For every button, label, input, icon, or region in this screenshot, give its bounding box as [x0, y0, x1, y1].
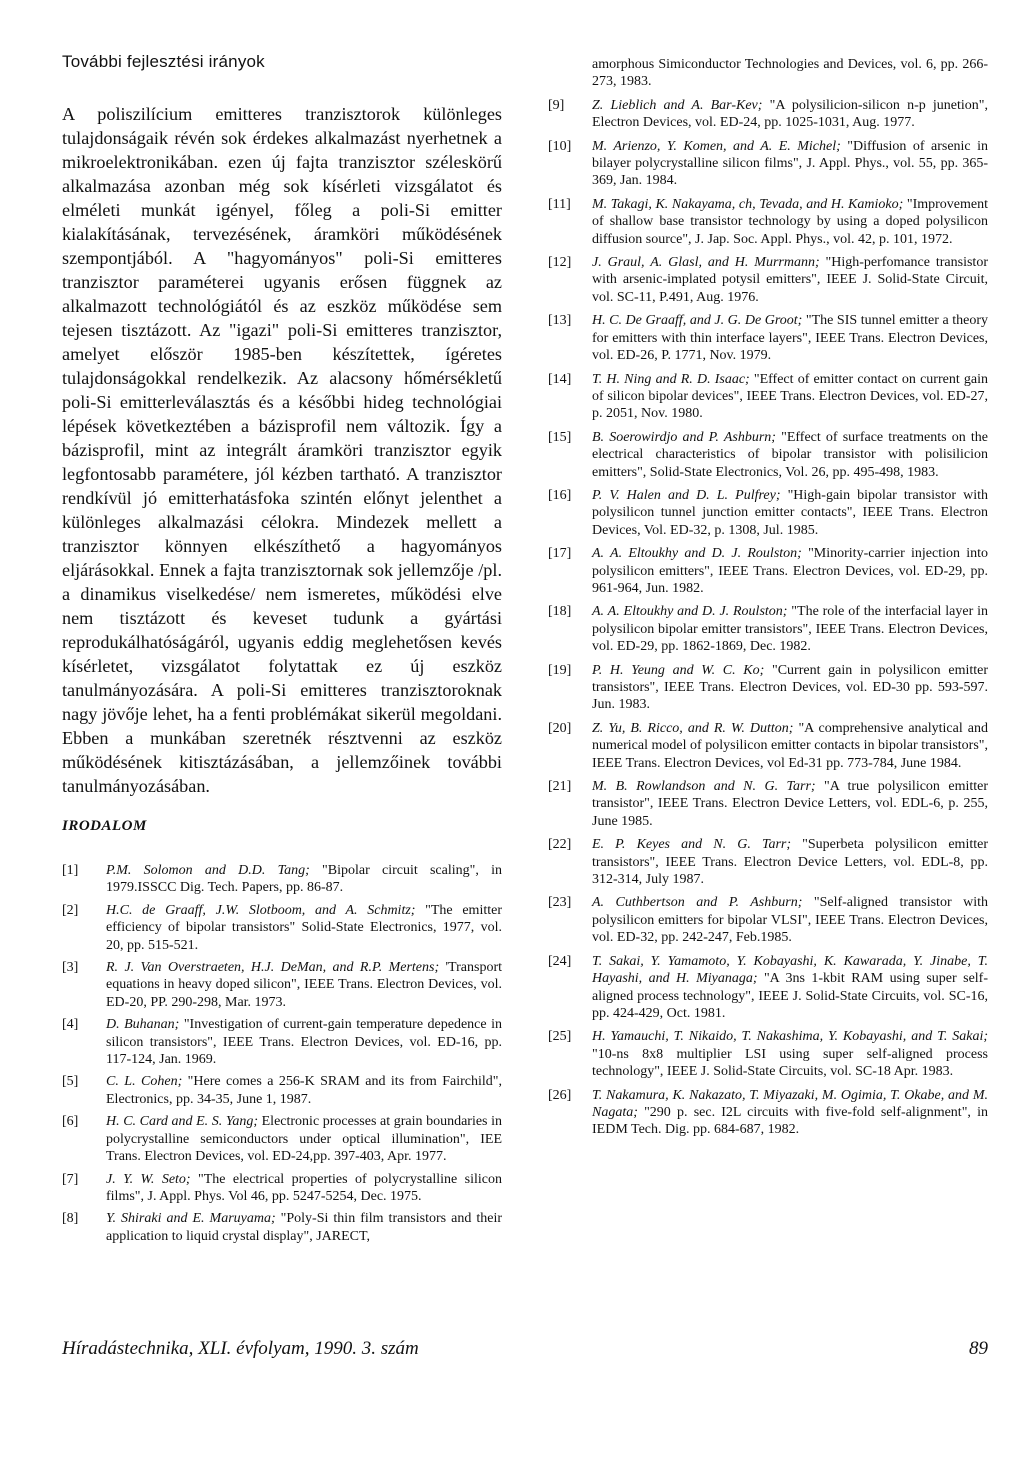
reference-text: "The electrical properties of polycrystalline silicon films", J. Appl. Phys. Vol 46, pp. 5247-5254, Dec. 1975. — [106, 1171, 502, 1204]
reference-number: [4] — [62, 1017, 79, 1033]
reference-item — [62, 1113, 502, 1165]
reference-item — [548, 1087, 988, 1139]
reference-item — [548, 603, 988, 655]
reference-text: "A 3ns 1-kbit RAM using super self-aligned process technology", IEEE J. Solid-State Circuits, vol. SC-16, pp. 424-429, Oct. 1981. — [592, 971, 988, 1021]
reference-authors: M. Arienzo, Y. Komen, and A. E. Michel; — [592, 138, 841, 154]
reference-authors: C. L. Cohen; — [106, 1074, 183, 1090]
reference-number: [19] — [548, 662, 572, 678]
reference-item — [62, 862, 502, 897]
reference-number: [9] — [548, 97, 565, 113]
reference-item — [62, 959, 502, 1011]
reference-number: [13] — [548, 313, 572, 329]
reference-number: [21] — [548, 779, 572, 795]
reference-authors: A. Cuthbertson and P. Ashburn; — [592, 895, 803, 911]
reference-item — [548, 894, 988, 946]
reference-text: "Effect of surface treatments on the electrical characteristics of bipolar transistor with polisilicion emitters", Solid-State Electronics, Vol. 26, pp. 495-498, 1983. — [592, 429, 988, 480]
reference-number: [6] — [62, 1114, 79, 1130]
reference-item — [62, 1016, 502, 1068]
reference-text: "Current gain in polysilicon emitter transistors", IEEE Trans. Electron Devices, vol. ED-30 pp. 593-597. Jun. 1983. — [592, 662, 989, 713]
reference-number: [25] — [548, 1029, 572, 1045]
page-number: 89 — [969, 1338, 988, 1359]
reference-number: [11] — [548, 196, 571, 212]
reference-item — [548, 254, 988, 306]
reference-number: [10] — [548, 138, 572, 154]
reference-authors: H. Yamauchi, T. Nikaido, T. Nakashima, Y. Kobayashi, and T. Sakai; — [592, 1029, 988, 1045]
main-text-column — [62, 52, 502, 798]
reference-text: "Diffusion of arsenic in bilayer polycrystalline silicon films", J. Appl. Phys., vol. 55, pp. 365-369, Jan. 1984. — [592, 138, 988, 189]
reference-item — [548, 196, 988, 248]
reference-item — [548, 138, 988, 190]
references-heading: IRODALOM — [62, 818, 147, 834]
reference-item — [548, 836, 988, 888]
reference-text: "Effect of emitter contact on current gain of silicon bipolar devices", IEEE Trans. Electron Devices, vol. ED-27, p. 2051, Nov. 1980. — [592, 371, 988, 422]
reference-authors: A. A. Eltoukhy and D. J. Roulston; — [592, 546, 802, 562]
reference-number: [1] — [62, 863, 79, 878]
reference-authors: Z. Lieblich and A. Bar-Kev; — [592, 97, 763, 113]
references-list-left — [62, 862, 502, 1250]
reference-authors: P.M. Solomon and D.D. Tang; — [106, 863, 310, 878]
reference-authors: M. Takagi, K. Nakayama, ch, Tevada, and H. Kamioko; — [592, 196, 904, 212]
reference-authors: J. Y. W. Seto; — [106, 1171, 191, 1187]
reference-number: [24] — [548, 953, 572, 969]
reference-item — [548, 371, 988, 423]
reference-text: "The emitter efficiency of bipolar transistors" Solid-State Electronics, 1977, vol. 20, pp. 515-521. — [106, 902, 502, 953]
reference-number: [22] — [548, 837, 572, 853]
reference-text: "A true polysilicon emitter transistor", IEEE Trans. Electron Device Letters, vol. EDL-6, p. 255, June 1985. — [592, 779, 989, 829]
reference-item — [548, 429, 988, 481]
reference-authors: D. Buhanan; — [106, 1017, 180, 1033]
reference-authors: Y. Shiraki and E. Maruyama; — [106, 1211, 276, 1227]
reference-authors: E. P. Keyes and N. G. Tarr; — [592, 837, 792, 853]
reference-item — [548, 487, 988, 539]
reference-text: "Poly-Si thin film transistors and their application to liquid crystal display", JARECT, — [106, 1211, 503, 1244]
journal-citation: Híradástechnika, XLI. évfolyam, 1990. 3. szám — [62, 1338, 419, 1359]
reference-item — [548, 778, 988, 830]
reference-text: "A polysilicion-silicon n-p junetion", Electron Devices, vol. ED-24, pp. 1025-1031, Aug. 1977. — [592, 97, 989, 131]
reference-text: "The SIS tunnel emitter a theory for emitters with thin interface layers", IEEE Trans. Electron Devices, vol. ED-26, P. 1771, Nov. 1979. — [592, 313, 988, 364]
reference-item — [548, 953, 988, 1023]
reference-authors: T. Sakai, Y. Yamamoto, Y. Kobayashi, K. Kawarada, Y. Jinabe, T. Hayashi, and H. Miyanaga; — [592, 953, 988, 987]
reference-text: "290 p. sec. I2L circuits with five-fold self-alignment", in IEDM Tech. Dig. pp. 684-687, 1982. — [592, 1104, 988, 1138]
references-list-right — [548, 56, 988, 1145]
reference-text: "Superbeta polysilicon emitter transistors", IEEE Trans. Electron Device Letters, vol. EDL-8, pp. 312-314, July 1987. — [592, 837, 988, 888]
reference-authors: P. H. Yeung and W. C. Ko; — [592, 662, 765, 678]
reference-text: "Here comes a 256-K SRAM and its from Fairchild", Electronics, pp. 34-35, June 1, 1987. — [106, 1074, 503, 1107]
reference-item — [548, 1028, 988, 1080]
reference-authors: H. C. De Graaff, and J. G. De Groot; — [592, 313, 803, 329]
reference-text: "Improvement of shallow base transistor technology by using a doped polysilicon diffusion source", J. Jap. Soc. Appl. Phys., vol. 42, p. 101, 1972. — [592, 196, 989, 247]
reference-text: "Self-aligned transistor with polysilicon emitters for bipolar VLSI", IEEE Trans. Electron Devices, vol. ED-32, pp. 242-247, Feb.1985. — [592, 895, 988, 946]
reference-number: [3] — [62, 960, 79, 976]
reference-number: [2] — [62, 902, 79, 918]
reference-authors: P. V. Halen and D. L. Pulfrey; — [592, 487, 781, 503]
reference-authors: R. J. Van Overstraeten, H.J. DeMan, and R.P. Mertens; — [106, 960, 440, 976]
reference-text: "Minority-carrier injection into polysilicon emitters", IEEE Trans. Electron Devices, vol. ED-29, pp. 961-964, Jun. 1982. — [592, 546, 988, 596]
section-title: További fejlesztési irányok — [62, 52, 265, 71]
reference-text: "High-perfomance transistor with arsenic-implated potysil emitters", IEEE J. Solid-State Circuit, vol. SC-11, P.491, Aug. 1976. — [592, 255, 988, 305]
reference-authors: J. Graul, A. Glasl, and H. Murrmann; — [592, 255, 820, 271]
reference-item — [62, 1171, 502, 1206]
reference-number: [17] — [548, 546, 572, 562]
reference-number: [5] — [62, 1074, 79, 1090]
body-paragraph: A poliszilícium emitteres tranzisztorok különleges tulajdonságaik révén sok érdekes alkalmazást nyerhetnek a mikroelektronikában. ezen új fajta tranzisztor széleskörű alkalmazása azonban még sok kísérleti vizsgálatot és elméleti munkát igényel, főleg a poli-Si emitter kialakításának, tervezésének, áramköri működésének szempontjából. A "hagyományos" poli-Si emitteres tranzisztor paraméterei ugyanis erősen függnek az alkalmazott technológiától és az eszköz működése sem tejesen tisztázott. Az "igazi" poli-Si emitteres tranzisztor, amelyet először 1985-ben készítettek, ígéretes tulajdonságokkal rendelkezik. Az alacsony hőmérsékletű poli-Si emitterleválasztás és a későbbi hideg technológiai lépések következtében a bázisprofil nem változik. Így a bázisprofil, mint az integrált áramköri tranzisztor egyik legfontosabb paramétere, jól kézben tartható. A tranzisztor rendkívül jó emitterhatásfoka szintén előnyt jelenthet a különleges alkalmazási célokra. Mindezek mellett a tranzisztor könnyen elkészíthető a hagyományos eljárásokkal. Ennek a fajta tranzisztornak sok jellemzője /pl. a dinamikus viselkedése/ nem ismeretes, működési elve nem tisztázott és keveset tudunk a gyártási reprodukálhatóságáról, ugyanis eddig meglehetősen kevés kísérletet, vizsgálatot folytattak ez új eszköz tanulmányozására. A poli-Si emitteres tranzisztoroknak nagy jövője lehet, ha a fenti problémákat sikerül megoldani. Ebben a munkában szeretnék résztvenni az eszköz működésének kitisztázásában, a jellemzőinek további tanulmányozásában. — [62, 104, 502, 796]
reference-text: "Bipolar circuit scaling", in 1979.ISSCC Dig. Tech. Papers, pp. 86-87. — [106, 863, 502, 896]
reference-authors: A. A. Eltoukhy and D. J. Roulston; — [592, 604, 788, 620]
reference-item — [548, 312, 988, 364]
reference-number: [16] — [548, 487, 572, 503]
reference-authors: Z. Yu, B. Ricco, and R. W. Dutton; — [592, 720, 794, 736]
reference-text: Electronic processes at grain boundaries in polycrystalline semiconductors under optical illumination", IEE Trans. Electron Devices, vol. ED-24,pp. 397-403, Apr. 1977. — [106, 1114, 502, 1165]
reference-text: "Investigation of current-gain temperature depedence in silicon transistors", IEEE Trans. Electron Devices, vol. ED-16, pp. 117-124, Jan. 1969. — [106, 1017, 502, 1068]
reference-item — [62, 1210, 502, 1245]
reference-authors: H.C. de Graaff, J.W. Slotboom, and A. Schmitz; — [106, 902, 416, 918]
reference-authors: T. H. Ning and R. D. Isaac; — [592, 371, 750, 387]
reference-text: "High-gain bipolar transistor with polysilicon tunnel junction emitter contacts", IEEE Trans. Electron Devices, Vol. ED-32, p. 1308, Jul. 1985. — [592, 487, 988, 538]
reference-item — [62, 902, 502, 954]
reference-item — [548, 97, 988, 132]
reference-authors: B. Soerowirdjo and P. Ashburn; — [592, 429, 776, 445]
reference-text: "A comprehensive analytical and numerical model of polysilicon emitter contacts in bipolar transistors", IEEE Trans. Electron Devices, vol Ed-31 pp. 773-784, June 1984. — [592, 720, 988, 771]
reference-number: [8] — [62, 1211, 79, 1227]
reference-text: "10-ns 8x8 multiplier LSI using super self-aligned process technology", IEEE J. Solid-State Circuits, vol. SC-18 Apr. 1983. — [592, 1046, 988, 1080]
reference-number: [12] — [548, 255, 572, 271]
reference-number: [15] — [548, 429, 572, 445]
reference-item — [548, 720, 988, 772]
reference-authors: T. Nakamura, K. Nakazato, T. Miyazaki, M. Ogimia, T. Okabe, and M. Nagata; — [592, 1087, 988, 1120]
reference-item — [548, 662, 988, 714]
reference-continuation: amorphous Simiconductor Technologies and Devices, vol. 6, pp. 266-273, 1983. — [592, 57, 988, 90]
reference-number: [20] — [548, 720, 572, 736]
reference-number: [18] — [548, 604, 572, 620]
reference-item — [548, 545, 988, 597]
reference-text: 'Transport equations in heavy doped silicon", IEEE Trans. Electron Devices, vol. ED-20, PP. 290-298, Mar. 1973. — [106, 960, 502, 1010]
reference-item — [62, 1073, 502, 1108]
reference-number: [14] — [548, 371, 572, 387]
reference-number: [23] — [548, 895, 572, 911]
reference-number: [26] — [548, 1087, 572, 1103]
reference-authors: M. B. Rowlandson and N. G. Tarr; — [592, 779, 816, 795]
reference-number: [7] — [62, 1171, 79, 1187]
reference-authors: H. C. Card and E. S. Yang; — [106, 1114, 259, 1130]
reference-text: "The role of the interfacial layer in polysilicon bipolar emitter transistors", IEEE Trans. Electron Devices, vol. ED-29, pp. 1862-1869, Dec. 1982. — [592, 604, 988, 655]
